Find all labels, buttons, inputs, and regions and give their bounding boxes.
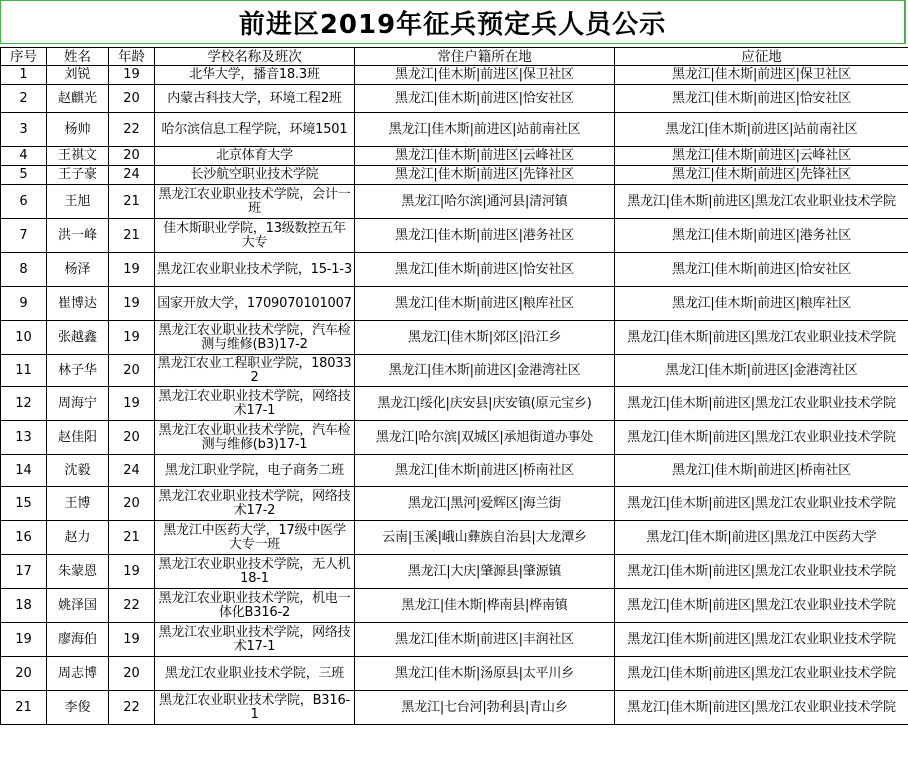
cell-age: 20	[109, 85, 155, 113]
cell-hukou: 黑龙江|佳木斯|汤原县|太平川乡	[355, 657, 615, 691]
cell-hukou: 黑龙江|佳木斯|前进区|桥南社区	[355, 455, 615, 487]
cell-name: 赵佳阳	[47, 421, 109, 455]
header-hukou: 常住户籍所在地	[355, 48, 615, 66]
cell-name: 沈毅	[47, 455, 109, 487]
cell-enlist: 黑龙江|佳木斯|前进区|恰安社区	[615, 253, 908, 287]
cell-hukou: 黑龙江|大庆|肇源县|肇源镇	[355, 555, 615, 589]
cell-no: 2	[1, 85, 47, 113]
cell-hukou: 云南|玉溪|峨山彝族自治县|大龙潭乡	[355, 521, 615, 555]
table-row	[1, 355, 908, 387]
cell-name: 张越鑫	[47, 321, 109, 355]
table-body	[1, 66, 908, 725]
cell-no: 4	[1, 147, 47, 166]
cell-enlist: 黑龙江|佳木斯|前进区|港务社区	[615, 219, 908, 253]
cell-name: 崔博达	[47, 287, 109, 321]
cell-name: 姚泽国	[47, 589, 109, 623]
cell-no: 18	[1, 589, 47, 623]
cell-no: 19	[1, 623, 47, 657]
cell-name: 王祺文	[47, 147, 109, 166]
cell-name: 洪一峰	[47, 219, 109, 253]
cell-school: 黑龙江农业职业技术学院，三班	[155, 657, 355, 691]
cell-enlist: 黑龙江|佳木斯|前进区|黑龙江农业职业技术学院	[615, 657, 908, 691]
cell-age: 21	[109, 185, 155, 219]
table-row	[1, 185, 908, 219]
cell-school: 佳木斯职业学院，13级数控五年大专	[155, 219, 355, 253]
cell-age: 19	[109, 555, 155, 589]
page-title-bar	[0, 0, 906, 44]
table-row	[1, 147, 908, 166]
cell-no: 13	[1, 421, 47, 455]
cell-age: 21	[109, 521, 155, 555]
cell-enlist: 黑龙江|佳木斯|前进区|黑龙江中医药大学	[615, 521, 908, 555]
cell-enlist: 黑龙江|佳木斯|前进区|黑龙江农业职业技术学院	[615, 387, 908, 421]
table-row	[1, 421, 908, 455]
cell-enlist: 黑龙江|佳木斯|前进区|先锋社区	[615, 166, 908, 185]
table-row	[1, 66, 908, 85]
cell-no: 16	[1, 521, 47, 555]
cell-name: 林子华	[47, 355, 109, 387]
cell-hukou: 黑龙江|佳木斯|前进区|恰安社区	[355, 253, 615, 287]
cell-hukou: 黑龙江|佳木斯|郊区|沿江乡	[355, 321, 615, 355]
table-row	[1, 555, 908, 589]
cell-school: 内蒙古科技大学，环境工程2班	[155, 85, 355, 113]
cell-no: 14	[1, 455, 47, 487]
cell-age: 19	[109, 321, 155, 355]
cell-school: 国家开放大学，1709070101007	[155, 287, 355, 321]
cell-enlist: 黑龙江|佳木斯|前进区|云峰社区	[615, 147, 908, 166]
cell-no: 7	[1, 219, 47, 253]
cell-no: 3	[1, 113, 47, 147]
cell-school: 长沙航空职业技术学院	[155, 166, 355, 185]
table-row	[1, 691, 908, 725]
cell-no: 10	[1, 321, 47, 355]
table-row	[1, 253, 908, 287]
cell-school: 黑龙江农业工程职业学院，180332	[155, 355, 355, 387]
header-no: 序号	[1, 48, 47, 66]
cell-school: 黑龙江中医药大学，17级中医学大专一班	[155, 521, 355, 555]
header-name: 姓名	[47, 48, 109, 66]
cell-age: 20	[109, 421, 155, 455]
cell-enlist: 黑龙江|佳木斯|前进区|黑龙江农业职业技术学院	[615, 555, 908, 589]
cell-enlist: 黑龙江|佳木斯|前进区|黑龙江农业职业技术学院	[615, 321, 908, 355]
cell-no: 6	[1, 185, 47, 219]
cell-name: 李俊	[47, 691, 109, 725]
cell-enlist: 黑龙江|佳木斯|前进区|恰安社区	[615, 85, 908, 113]
cell-hukou: 黑龙江|哈尔滨|双城区|承旭街道办事处	[355, 421, 615, 455]
cell-enlist: 黑龙江|佳木斯|前进区|保卫社区	[615, 66, 908, 85]
cell-no: 5	[1, 166, 47, 185]
cell-enlist: 黑龙江|佳木斯|前进区|黑龙江农业职业技术学院	[615, 421, 908, 455]
cell-hukou: 黑龙江|佳木斯|前进区|港务社区	[355, 219, 615, 253]
cell-name: 赵力	[47, 521, 109, 555]
cell-school: 黑龙江农业职业技术学院，无人机18-1	[155, 555, 355, 589]
cell-age: 19	[109, 387, 155, 421]
cell-age: 20	[109, 355, 155, 387]
cell-enlist: 黑龙江|佳木斯|前进区|黑龙江农业职业技术学院	[615, 487, 908, 521]
page-title: 前进区2019年征兵预定兵人员公示	[238, 9, 667, 40]
cell-no: 21	[1, 691, 47, 725]
roster-table	[0, 47, 908, 725]
cell-no: 15	[1, 487, 47, 521]
cell-name: 周海宁	[47, 387, 109, 421]
cell-name: 赵麒光	[47, 85, 109, 113]
table-row	[1, 219, 908, 253]
cell-enlist: 黑龙江|佳木斯|前进区|黑龙江农业职业技术学院	[615, 623, 908, 657]
header-school: 学校名称及班次	[155, 48, 355, 66]
cell-hukou: 黑龙江|绥化|庆安县|庆安镇(原元宝乡)	[355, 387, 615, 421]
cell-hukou: 黑龙江|黑河|爱辉区|海兰街	[355, 487, 615, 521]
header-enlist: 应征地	[615, 48, 908, 66]
cell-enlist: 黑龙江|佳木斯|前进区|黑龙江农业职业技术学院	[615, 691, 908, 725]
cell-school: 黑龙江农业职业技术学院，会计一班	[155, 185, 355, 219]
cell-age: 20	[109, 657, 155, 691]
cell-school: 黑龙江农业职业技术学院，机电一体化B316-2	[155, 589, 355, 623]
cell-hukou: 黑龙江|七台河|勃利县|青山乡	[355, 691, 615, 725]
cell-school: 黑龙江职业学院，电子商务二班	[155, 455, 355, 487]
cell-hukou: 黑龙江|佳木斯|前进区|保卫社区	[355, 66, 615, 85]
cell-no: 11	[1, 355, 47, 387]
cell-hukou: 黑龙江|佳木斯|前进区|云峰社区	[355, 147, 615, 166]
table-row	[1, 487, 908, 521]
cell-hukou: 黑龙江|佳木斯|前进区|丰润社区	[355, 623, 615, 657]
cell-hukou: 黑龙江|佳木斯|桦南县|桦南镇	[355, 589, 615, 623]
cell-age: 19	[109, 66, 155, 85]
cell-enlist: 黑龙江|佳木斯|前进区|黑龙江农业职业技术学院	[615, 589, 908, 623]
table-row	[1, 85, 908, 113]
cell-age: 21	[109, 219, 155, 253]
cell-name: 刘锐	[47, 66, 109, 85]
cell-school: 北京体育大学	[155, 147, 355, 166]
cell-age: 22	[109, 589, 155, 623]
cell-enlist: 黑龙江|佳木斯|前进区|粮库社区	[615, 287, 908, 321]
table-row	[1, 166, 908, 185]
header-age: 年龄	[109, 48, 155, 66]
cell-school: 黑龙江农业职业技术学院，汽车检测与维修(b3)17-1	[155, 421, 355, 455]
cell-school: 黑龙江农业职业技术学院，网络技术17-2	[155, 487, 355, 521]
cell-age: 22	[109, 113, 155, 147]
cell-age: 19	[109, 623, 155, 657]
cell-enlist: 黑龙江|佳木斯|前进区|黑龙江农业职业技术学院	[615, 185, 908, 219]
cell-school: 黑龙江农业职业技术学院，网络技术17-1	[155, 387, 355, 421]
cell-no: 9	[1, 287, 47, 321]
table-row	[1, 589, 908, 623]
cell-name: 杨帅	[47, 113, 109, 147]
cell-age: 24	[109, 166, 155, 185]
table-row	[1, 287, 908, 321]
cell-hukou: 黑龙江|哈尔滨|通河县|清河镇	[355, 185, 615, 219]
table-row	[1, 521, 908, 555]
cell-school: 黑龙江农业职业技术学院，汽车检测与维修(B3)17-2	[155, 321, 355, 355]
cell-school: 北华大学，播音18.3班	[155, 66, 355, 85]
cell-school: 黑龙江农业职业技术学院，B316-1	[155, 691, 355, 725]
cell-age: 19	[109, 287, 155, 321]
cell-name: 杨泽	[47, 253, 109, 287]
cell-age: 22	[109, 691, 155, 725]
cell-hukou: 黑龙江|佳木斯|前进区|粮库社区	[355, 287, 615, 321]
cell-name: 王子豪	[47, 166, 109, 185]
cell-enlist: 黑龙江|佳木斯|前进区|站前南社区	[615, 113, 908, 147]
cell-hukou: 黑龙江|佳木斯|前进区|站前南社区	[355, 113, 615, 147]
cell-enlist: 黑龙江|佳木斯|前进区|桥南社区	[615, 455, 908, 487]
cell-enlist: 黑龙江|佳木斯|前进区|金港湾社区	[615, 355, 908, 387]
cell-school: 黑龙江农业职业技术学院，15-1-3	[155, 253, 355, 287]
table-row	[1, 113, 908, 147]
cell-name: 周志博	[47, 657, 109, 691]
cell-age: 20	[109, 487, 155, 521]
cell-no: 20	[1, 657, 47, 691]
table-row	[1, 455, 908, 487]
cell-school: 黑龙江农业职业技术学院，网络技术17-1	[155, 623, 355, 657]
cell-name: 朱蒙恩	[47, 555, 109, 589]
cell-name: 王博	[47, 487, 109, 521]
cell-age: 20	[109, 147, 155, 166]
cell-name: 王旭	[47, 185, 109, 219]
cell-hukou: 黑龙江|佳木斯|前进区|恰安社区	[355, 85, 615, 113]
cell-hukou: 黑龙江|佳木斯|前进区|先锋社区	[355, 166, 615, 185]
cell-no: 17	[1, 555, 47, 589]
cell-no: 12	[1, 387, 47, 421]
table-row	[1, 321, 908, 355]
cell-no: 1	[1, 66, 47, 85]
cell-age: 19	[109, 253, 155, 287]
cell-hukou: 黑龙江|佳木斯|前进区|金港湾社区	[355, 355, 615, 387]
table-row	[1, 387, 908, 421]
cell-age: 24	[109, 455, 155, 487]
table-row	[1, 657, 908, 691]
cell-no: 8	[1, 253, 47, 287]
cell-name: 廖海伯	[47, 623, 109, 657]
cell-school: 哈尔滨信息工程学院，环境1501	[155, 113, 355, 147]
table-header-row	[1, 48, 908, 66]
table-row	[1, 623, 908, 657]
